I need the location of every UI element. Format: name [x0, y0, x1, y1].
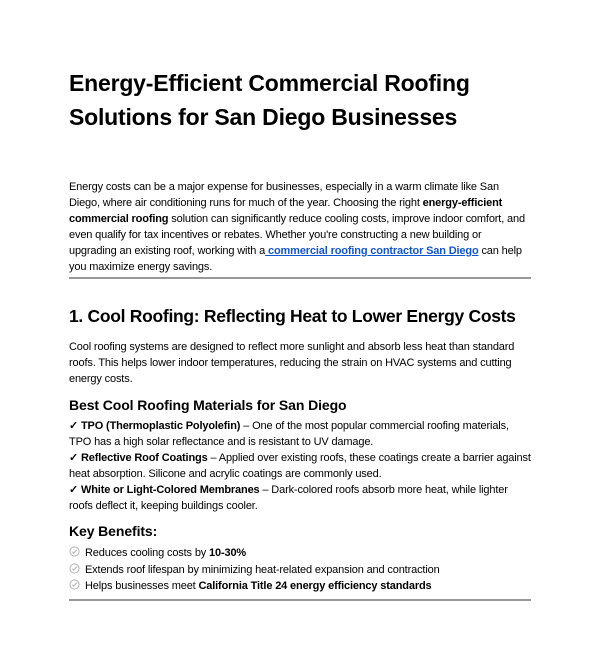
material-desc: – One of the most popular commercial roofing materials, TPO has a high solar reflectance and is resistant to UV damage. [69, 420, 509, 448]
check-icon: ✓ [69, 420, 81, 432]
check-icon: ✓ [69, 452, 81, 464]
article-title-line-2: Solutions for San Diego Businesses [69, 104, 458, 130]
materials-heading: Best Cool Roofing Materials for San Diego [69, 397, 347, 413]
benefit-item [69, 578, 531, 595]
materials-list [69, 418, 531, 514]
benefit-item [69, 545, 531, 562]
benefit-bold: California Title 24 energy efficiency standards [198, 580, 432, 592]
check-circle-icon [69, 545, 80, 562]
material-desc: – Applied over existing roofs, these coatings create a barrier against heat absorption. Silicone and acrylic coatings are commonly used. [69, 452, 531, 480]
benefits-heading: Key Benefits: [69, 523, 158, 539]
check-circle-icon [69, 562, 80, 579]
material-term: Reflective Roof Coatings [80, 452, 208, 464]
section-1-heading: 1. Cool Roofing: Reflecting Heat to Lower Energy Costs [69, 306, 516, 326]
benefits-list [69, 545, 531, 595]
check-circle-icon [69, 578, 80, 595]
document-page [0, 66, 600, 601]
contractor-link[interactable]: commercial roofing contractor San Diego [265, 245, 479, 257]
intro-paragraph [69, 179, 531, 275]
section-1-paragraph: Cool roofing systems are designed to reflect more sunlight and absorb less heat than standard roofs. This helps lower indoor temperatures, reducing the strain on HVAC systems and cutting energy costs. [69, 341, 515, 385]
material-item [69, 482, 531, 514]
material-item [69, 450, 531, 482]
material-item [69, 418, 531, 450]
benefit-text: Extends roof lifespan by minimizing heat-related expansion and contraction [85, 563, 440, 576]
intro-text-3: can help you maximize energy savings. [69, 245, 522, 273]
article-title [69, 66, 531, 134]
intro-text-1: Energy costs can be a major expense for businesses, especially in a warm climate like San Diego, where air conditioning runs for much of the year. Choosing the right [69, 181, 499, 209]
benefit-text: Helps businesses meet [85, 580, 199, 592]
section-divider-top [69, 277, 531, 279]
intro-text-2: solution can significantly reduce cooling costs, improve indoor comfort, and even qualify for tax incentives or rebates. Whether you're constructing a new building or upgrading an existing roof, working with a [69, 213, 525, 257]
intro-bold-keyword: energy-efficient commercial roofing [69, 197, 503, 225]
benefit-bold: 10-30% [209, 547, 247, 559]
material-term: White or Light-Colored Membranes [80, 484, 260, 496]
material-desc: – Dark-colored roofs absorb more heat, while lighter roofs deflect it, keeping buildings cooler. [69, 484, 508, 512]
benefit-text: Reduces cooling costs by [85, 547, 210, 559]
material-term: TPO (Thermoplastic Polyolefin) [80, 420, 241, 432]
benefit-item [69, 562, 531, 579]
check-icon: ✓ [69, 484, 81, 496]
article-title-line-1: Energy-Efficient Commercial Roofing [69, 70, 470, 96]
